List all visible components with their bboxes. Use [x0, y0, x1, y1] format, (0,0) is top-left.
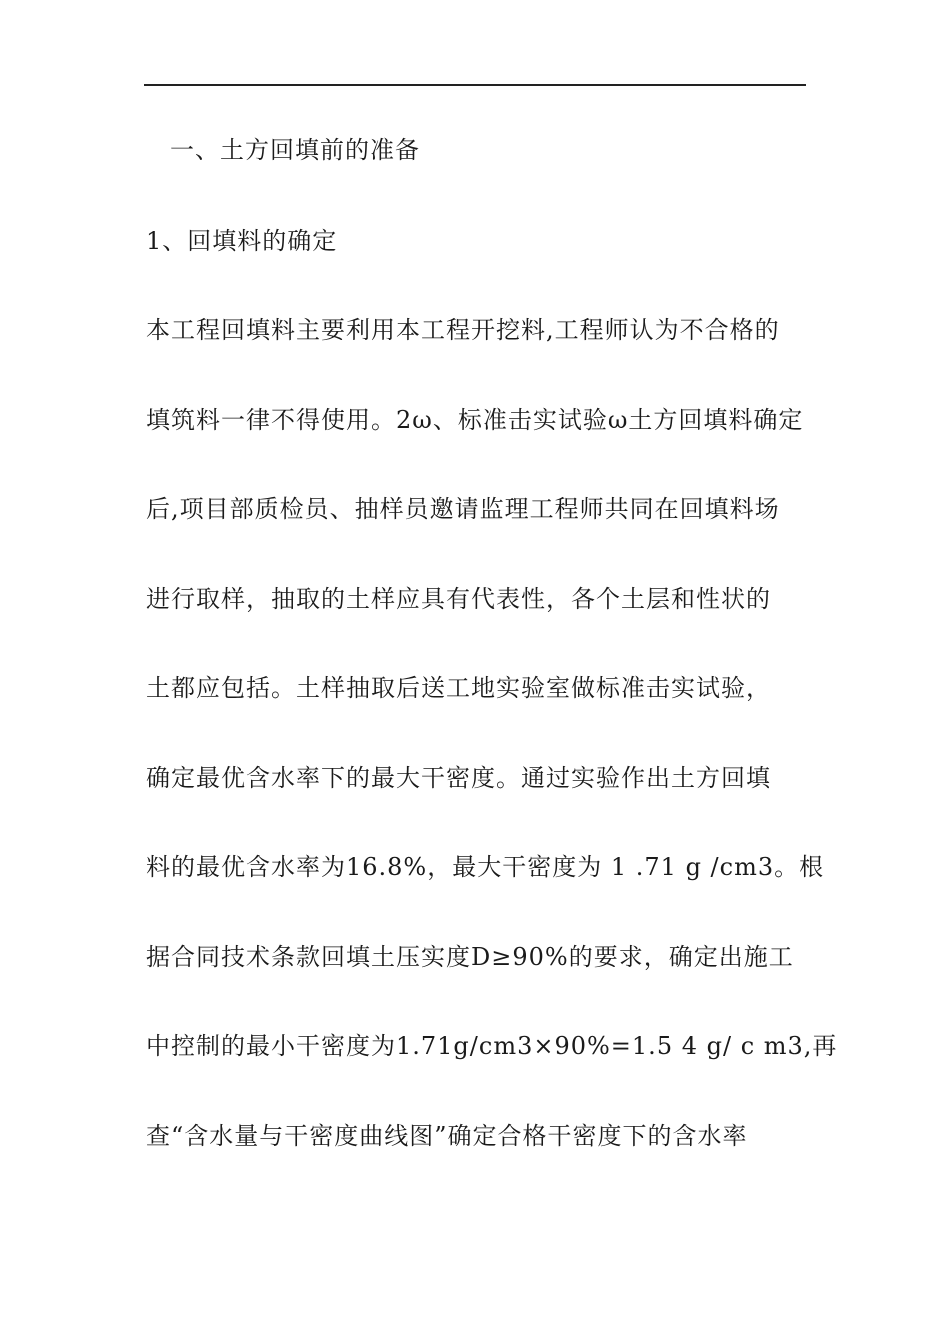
body-line: 查“含水量与干密度曲线图”确定合格干密度下的含水率 [146, 1122, 748, 1150]
header-rule [144, 84, 806, 86]
body-line: 后,项目部质检员、抽样员邀请监理工程师共同在回填料场 [146, 495, 780, 523]
subheading: 1、回填料的确定 [146, 227, 338, 255]
body-line: 确定最优含水率下的最大干密度。通过实验作出土方回填 [146, 764, 771, 792]
body-line: 土都应包括。土样抽取后送工地实验室做标准击实试验， [146, 674, 771, 702]
body-line: 本工程回填料主要利用本工程开挖料,工程师认为不合格的 [146, 316, 780, 344]
body-line: 中控制的最小干密度为1.71g/cm3×90%=1.5 4 g/ c m3,再 [146, 1032, 838, 1060]
section-heading: 一、土方回填前的准备 [170, 136, 420, 164]
body-line: 料的最优含水率为16.8%，最大干密度为 1 .71 g /cm3。根 [146, 853, 825, 881]
body-line: 进行取样，抽取的土样应具有代表性，各个土层和性状的 [146, 585, 771, 613]
body-line: 填筑料一律不得使用。2ω、标准击实试验ω土方回填料确定 [146, 406, 804, 434]
body-line: 据合同技术条款回填土压实度D≥90%的要求，确定出施工 [146, 943, 794, 971]
